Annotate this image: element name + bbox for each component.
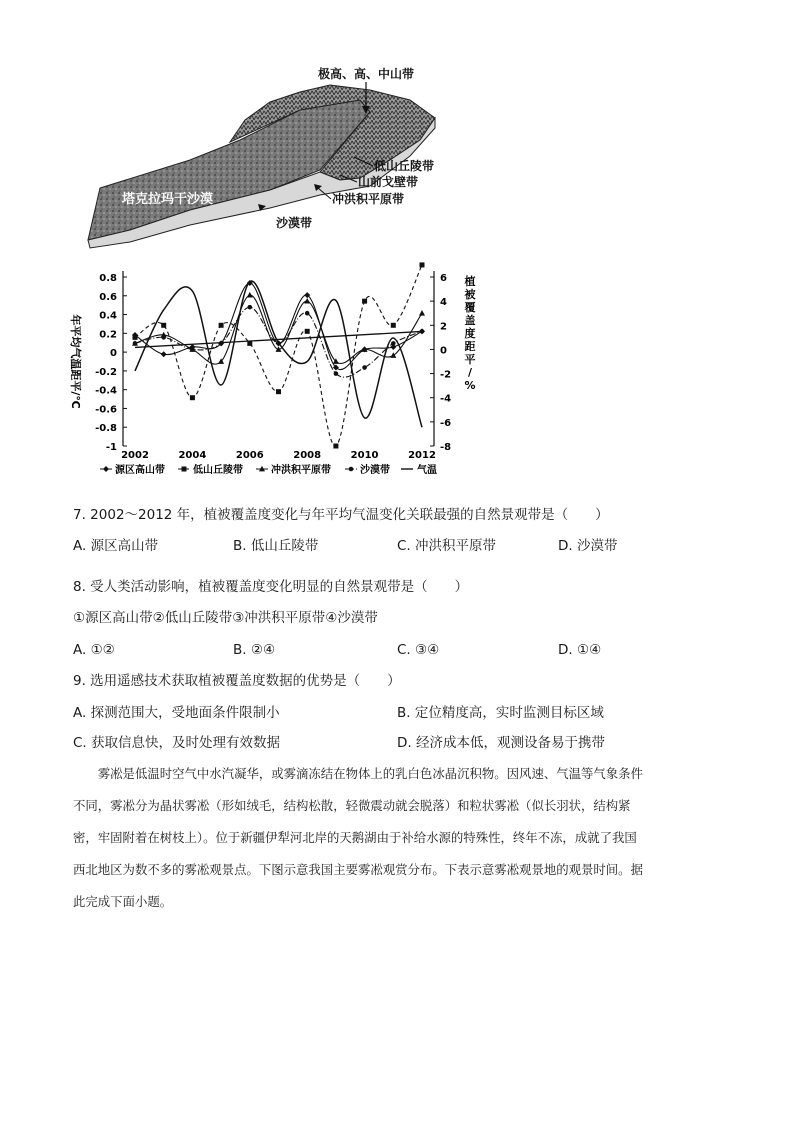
q7-option-d[interactable]: D. 沙漠带 — [558, 538, 618, 554]
chart-axes — [69, 271, 477, 461]
question-9-stem: 9. 选用遥感技术获取植被覆盖度数据的优势是（ ） — [73, 673, 401, 689]
series-4-point — [391, 341, 396, 346]
series-2-point — [362, 299, 367, 304]
q8-option-b[interactable]: B. ②④ — [233, 642, 276, 658]
vegetation-temperature-chart — [60, 262, 480, 484]
right-tick-label: -2 — [440, 369, 452, 381]
series-1-point — [161, 351, 167, 357]
passage-line: 西北地区为数不多的雾凇观景点。下图示意我国主要雾凇观赏分布。下表示意雾凇观景地的观景时间。据 — [73, 862, 643, 877]
left-tick-label: 0.4 — [99, 310, 117, 322]
legend-label: 源区高山带 — [115, 465, 165, 476]
right-tick-label: 2 — [440, 321, 447, 333]
left-tick-label: -0.6 — [95, 404, 117, 416]
passage-line: 不同，雾凇分为晶状雾凇（形如绒毛，结构松散，轻微震动就会脱落）和粒状雾凇（似长羽状，结构紧 — [73, 798, 631, 813]
label-alluvial: 冲洪积平原带 — [332, 192, 405, 206]
q8-option-c[interactable]: C. ③④ — [397, 642, 440, 658]
series-4-point — [190, 347, 195, 352]
series-3-point — [419, 310, 425, 316]
right-tick-label: 6 — [440, 273, 447, 284]
right-tick-label: 4 — [440, 297, 447, 309]
series-line-2 — [135, 265, 422, 446]
passage-line: 密，牢固附着在树枝上）。位于新疆伊犁河北岸的天鹅湖由于补给水源的特殊性，终年不冻，成就了我国 — [73, 830, 637, 845]
left-axis-label: 年平均气温距平/℃ — [69, 314, 82, 409]
legend-label: 低山丘陵带 — [193, 465, 243, 476]
x-tick-label: 2012 — [408, 450, 436, 461]
right-axis-label: 植被覆盖度距平/ % — [464, 275, 476, 392]
desert-name-label: 塔克拉玛干沙漠 — [122, 192, 214, 207]
series-4-point — [161, 335, 166, 340]
chart-legend — [100, 463, 437, 476]
legend-marker — [182, 467, 187, 472]
label-high-mountain: 极高、高、中山带 — [318, 67, 415, 81]
landscape-figure — [70, 60, 450, 250]
passage-line: 雾凇是低温时空气中水汽凝华，或雾滴冻结在物体上的乳白色冰晶沉积物。因风速、气温等气象条件 — [73, 766, 643, 781]
series-2-point — [333, 444, 338, 449]
right-tick-label: -8 — [440, 442, 452, 453]
series-4-point — [133, 341, 138, 346]
q9-option-c[interactable]: C. 获取信息快，及时处理有效数据 — [73, 735, 281, 751]
series-2-point — [190, 395, 195, 400]
right-tick-label: -4 — [440, 393, 452, 405]
x-tick-label: 2010 — [350, 450, 379, 461]
legend-marker — [349, 467, 354, 472]
q8-option-d[interactable]: D. ①④ — [558, 642, 602, 658]
left-tick-label: -0.8 — [95, 423, 117, 435]
left-tick-label: -1 — [105, 442, 117, 453]
q7-option-b[interactable]: B. 低山丘陵带 — [233, 538, 319, 554]
legend-marker — [103, 466, 109, 472]
x-tick-label: 2008 — [293, 450, 322, 461]
q9-option-a[interactable]: A. 探测范围大，受地面条件限制小 — [73, 705, 280, 721]
series-2-point — [391, 323, 396, 328]
chart-series — [132, 262, 425, 448]
q9-option-b[interactable]: B. 定位精度高，实时监测目标区域 — [397, 705, 604, 721]
label-low-hill: 低山丘陵带 — [374, 159, 435, 173]
left-tick-label: -0.2 — [95, 366, 117, 378]
series-line-3 — [135, 295, 422, 364]
q9-option-d[interactable]: D. 经济成本低，观测设备易于携带 — [397, 735, 605, 751]
series-2-point — [420, 262, 425, 267]
series-4-point — [219, 341, 224, 346]
question-7-stem: 7. 2002～2012 年，植被覆盖度变化与年平均气温变化关联最强的自然景观带是（ ） — [73, 507, 609, 523]
series-3-point — [304, 298, 310, 304]
left-tick-label: 0 — [110, 348, 117, 360]
legend-label: 气温 — [417, 465, 437, 476]
series-2-point — [161, 323, 166, 328]
series-4-point — [248, 305, 253, 310]
question-8-sub: ①源区高山带②低山丘陵带③冲洪积平原带④沙漠带 — [73, 610, 378, 626]
question-8-stem: 8. 受人类活动影响，植被覆盖度变化明显的自然景观带是（ ） — [73, 579, 469, 595]
legend-label: 冲洪积平原带 — [271, 465, 331, 476]
q7-option-a[interactable]: A. 源区高山带 — [73, 538, 159, 554]
x-tick-label: 2006 — [235, 450, 264, 461]
passage-line: 此完成下面小题。 — [73, 894, 173, 909]
series-4-point — [362, 365, 367, 370]
q8-option-a[interactable]: A. ①② — [73, 642, 115, 658]
series-3-point — [247, 292, 253, 298]
right-tick-label: 0 — [440, 345, 447, 357]
label-desert-band: 沙漠带 — [276, 216, 313, 230]
x-tick-label: 2004 — [178, 450, 207, 461]
right-tick-label: -6 — [440, 417, 452, 429]
series-2-point — [133, 335, 138, 340]
series-4-point — [305, 311, 310, 316]
series-2-point — [219, 323, 224, 328]
left-tick-label: 0.6 — [99, 291, 117, 303]
legend-label: 沙漠带 — [360, 465, 390, 476]
label-gobi: 山前戈壁带 — [358, 175, 419, 189]
series-2-point — [276, 389, 281, 394]
left-tick-label: 0.2 — [99, 329, 117, 341]
q7-option-c[interactable]: C. 冲洪积平原带 — [397, 538, 497, 554]
series-4-point — [334, 371, 339, 376]
left-tick-label: -0.4 — [95, 385, 117, 397]
left-tick-label: 0.8 — [99, 273, 117, 284]
x-tick-label: 2002 — [121, 450, 149, 461]
series-2-point — [305, 329, 310, 334]
